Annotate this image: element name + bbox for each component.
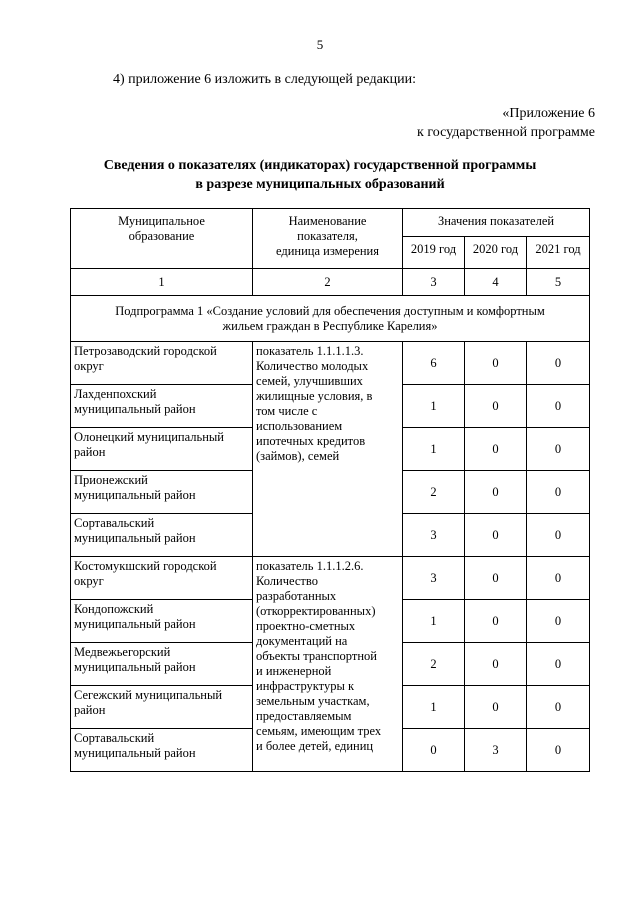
value-2021: 0 [527, 729, 590, 772]
intro-text: 4) приложение 6 изложить в следующей редакции: [113, 72, 416, 87]
value-2019: 1 [403, 385, 465, 428]
municipality-line: Сортавальский [74, 731, 155, 745]
municipality-cell [71, 385, 253, 428]
value-2019: 1 [403, 600, 465, 643]
value-2021: 0 [527, 471, 590, 514]
indicator-line: показатель 1.1.1.2.6. [256, 559, 364, 573]
document-title [0, 156, 640, 194]
municipality-cell [71, 514, 253, 557]
indicator-cell [253, 557, 403, 772]
indicator-line: объекты транспортной [256, 649, 377, 663]
indicator-line: жилищные условия, в [256, 389, 373, 403]
header-values: Значения показателей [403, 209, 590, 237]
indicator-line: Количество молодых [256, 359, 369, 373]
municipality-line: округ [74, 359, 104, 373]
value-2020: 0 [465, 385, 527, 428]
municipality-cell [71, 471, 253, 514]
municipality-line: Прионежский [74, 473, 148, 487]
municipality-cell [71, 686, 253, 729]
value-2019: 2 [403, 643, 465, 686]
column-number: 4 [465, 269, 527, 296]
indicator-line: (займов), семей [256, 449, 340, 463]
subprogram-title-line: жильем граждан в Республике Карелия» [222, 318, 438, 333]
indicator-line: и более детей, единиц [256, 739, 374, 753]
indicator-line: Количество [256, 574, 318, 588]
municipality-cell [71, 428, 253, 471]
municipality-line: Сортавальский [74, 516, 155, 530]
header-indicator-line: показателя, [297, 229, 358, 243]
column-number: 3 [403, 269, 465, 296]
value-2020: 0 [465, 342, 527, 385]
value-2019: 0 [403, 729, 465, 772]
municipality-cell [71, 600, 253, 643]
header-year-2021: 2021 год [527, 237, 590, 269]
municipality-line: Сегежский муниципальный [74, 688, 223, 702]
value-2021: 0 [527, 514, 590, 557]
indicator-line: документаций на [256, 634, 348, 648]
value-2020: 0 [465, 514, 527, 557]
document-title-line-2: в разрезе муниципальных образований [195, 177, 445, 192]
municipality-line: муниципальный район [74, 488, 196, 502]
municipality-line: Лахденпохский [74, 387, 157, 401]
value-2020: 3 [465, 729, 527, 772]
indicator-line: предоставляемым [256, 709, 352, 723]
indicator-line: использованием [256, 419, 343, 433]
header-municipality-line: образование [128, 229, 195, 243]
value-2020: 0 [465, 643, 527, 686]
indicator-line: земельным участкам, [256, 694, 370, 708]
indicator-line: разработанных [256, 589, 337, 603]
value-2021: 0 [527, 428, 590, 471]
appendix-line-2: к государственной программе [417, 125, 595, 140]
municipality-cell [71, 557, 253, 600]
value-2020: 0 [465, 428, 527, 471]
header-indicator-line: единица измерения [275, 244, 379, 258]
subprogram-row [71, 296, 590, 342]
column-number: 1 [71, 269, 253, 296]
column-numbers-row [71, 269, 590, 296]
header-year-2019: 2019 год [403, 237, 465, 269]
value-2019: 1 [403, 428, 465, 471]
municipality-line: округ [74, 574, 104, 588]
municipality-line: муниципальный район [74, 531, 196, 545]
page-number: 5 [316, 37, 324, 52]
header-year-2020: 2020 год [465, 237, 527, 269]
value-2019: 3 [403, 514, 465, 557]
municipality-cell [71, 643, 253, 686]
municipality-line: Петрозаводский городской [74, 344, 217, 358]
document-title-line-1: Сведения о показателях (индикаторах) государственной программы [103, 158, 537, 173]
value-2019: 1 [403, 686, 465, 729]
value-2020: 0 [465, 557, 527, 600]
header-municipality-line: Муниципальное [118, 214, 205, 228]
municipality-line: муниципальный район [74, 746, 196, 760]
indicator-line: инфраструктуры к [256, 679, 355, 693]
value-2021: 0 [527, 686, 590, 729]
table-row [71, 342, 590, 385]
column-number: 2 [253, 269, 403, 296]
municipality-line: Костомукшский городской [74, 559, 217, 573]
municipality-line: муниципальный район [74, 660, 196, 674]
header-indicator-line: Наименование [288, 214, 367, 228]
value-2021: 0 [527, 600, 590, 643]
municipality-cell [71, 342, 253, 385]
indicator-cell [253, 342, 403, 557]
value-2020: 0 [465, 600, 527, 643]
municipality-line: Медвежьегорский [74, 645, 171, 659]
value-2019: 2 [403, 471, 465, 514]
header-row [71, 209, 590, 237]
value-2021: 0 [527, 385, 590, 428]
indicator-line: семей, улучшивших [256, 374, 363, 388]
appendix-line-1: «Приложение 6 [502, 106, 595, 121]
municipality-line: район [74, 445, 106, 459]
indicator-line: показатель 1.1.1.1.3. [256, 344, 364, 358]
municipality-line: район [74, 703, 106, 717]
indicator-line: и инженерной [256, 664, 332, 678]
indicator-line: ипотечных кредитов [256, 434, 366, 448]
value-2021: 0 [527, 342, 590, 385]
municipality-line: муниципальный район [74, 402, 196, 416]
indicator-line: проектно-сметных [256, 619, 356, 633]
value-2021: 0 [527, 643, 590, 686]
indicator-line: (откорректированных) [256, 604, 376, 618]
column-number: 5 [527, 269, 590, 296]
municipality-line: муниципальный район [74, 617, 196, 631]
indicator-line: том числе с [256, 404, 318, 418]
header-indicator [253, 209, 403, 269]
table-row [71, 557, 590, 600]
municipality-line: Олонецкий муниципальный [74, 430, 224, 444]
value-2019: 3 [403, 557, 465, 600]
subprogram-title-line: Подпрограмма 1 «Создание условий для обеспечения доступным и комфортным [115, 303, 545, 318]
value-2019: 6 [403, 342, 465, 385]
value-2021: 0 [527, 557, 590, 600]
appendix-reference [417, 104, 595, 142]
value-2020: 0 [465, 686, 527, 729]
municipality-line: Кондопожский [74, 602, 154, 616]
value-2020: 0 [465, 471, 527, 514]
indicators-table [70, 208, 590, 772]
municipality-cell [71, 729, 253, 772]
indicator-line: семьям, имеющим трех [256, 724, 382, 738]
header-municipality [71, 209, 253, 269]
subprogram-title [71, 296, 590, 342]
